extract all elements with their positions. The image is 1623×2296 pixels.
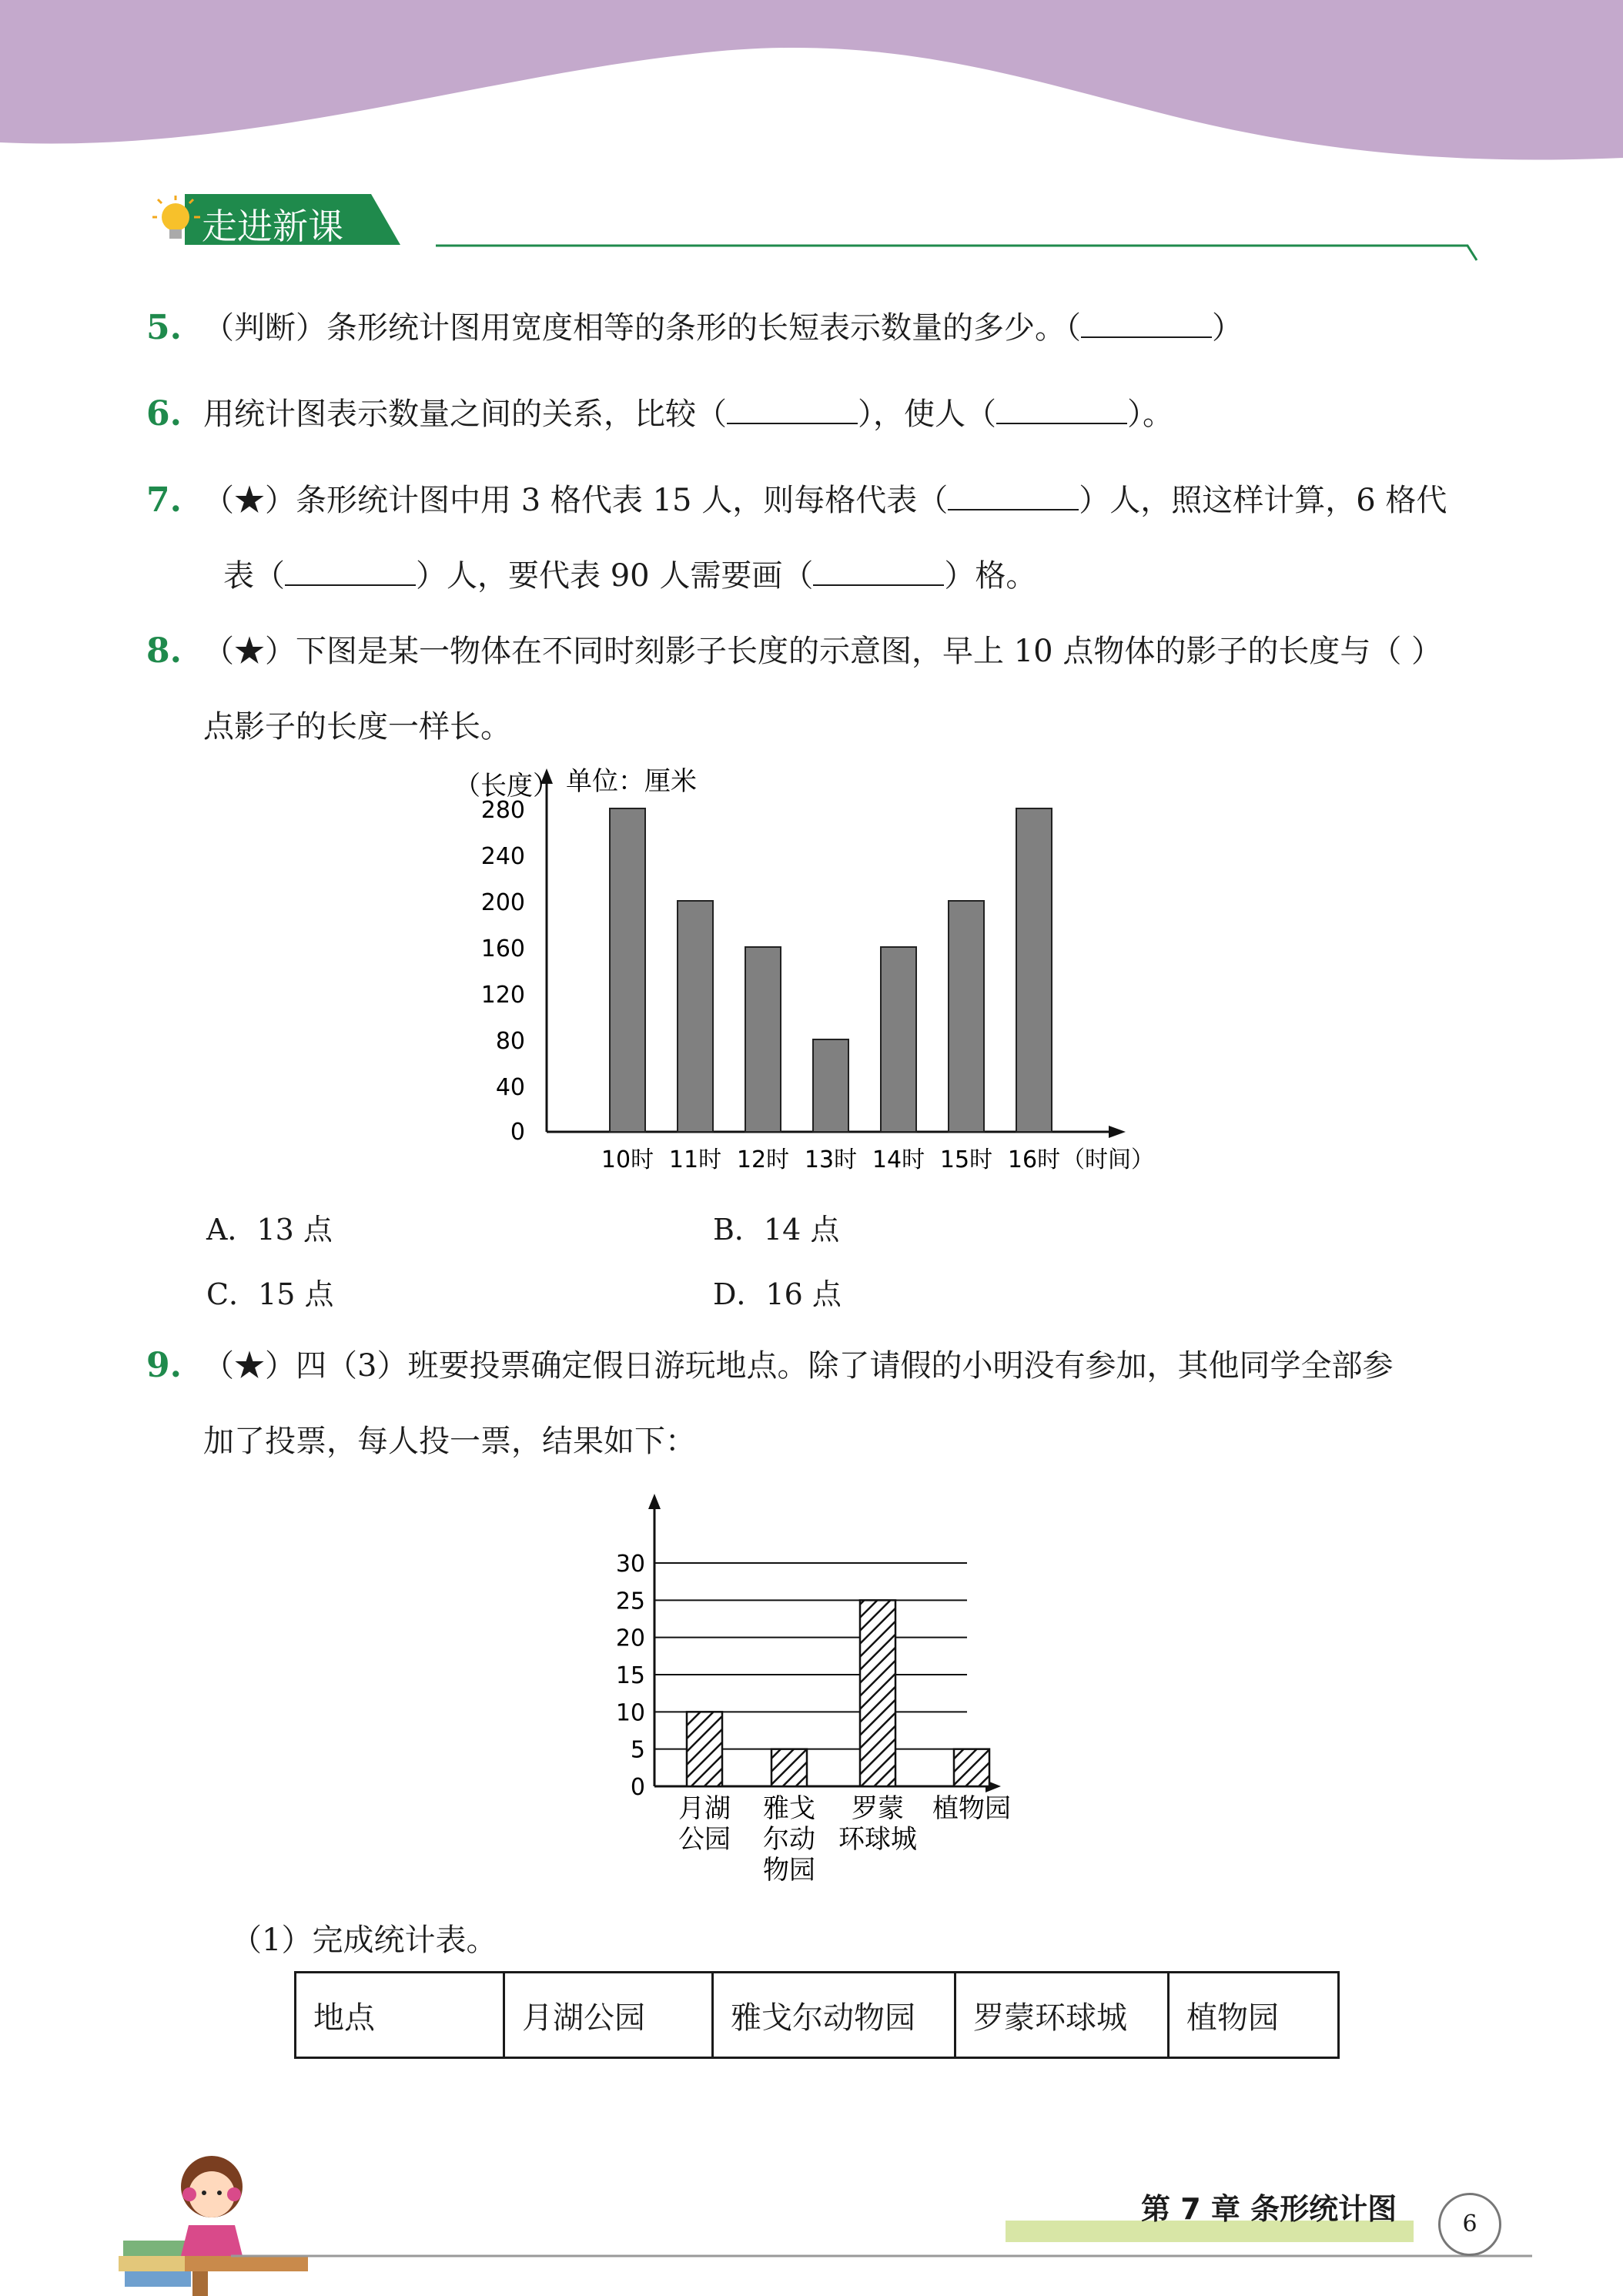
q8-option-d[interactable]: D．16 点 (713, 1277, 842, 1311)
bar (813, 1039, 848, 1132)
q8-option-c[interactable]: C．15 点 (206, 1277, 334, 1311)
bar (678, 901, 713, 1132)
q6-answer-blank-2[interactable] (996, 395, 1127, 424)
y-tick-label: 0 (630, 1774, 645, 1801)
table-cell: 植物园 (1169, 1973, 1339, 2058)
q5-tag: （判断） (203, 310, 326, 346)
table-cell: 罗蒙环球城 (955, 1973, 1169, 2058)
unit-label: 单位：厘米 (566, 766, 697, 797)
y-tick-label: 120 (480, 982, 525, 1009)
q7-stem-b: ）人，照这样计算，6 格代 (1079, 483, 1447, 518)
q9-number: 9. (146, 1346, 182, 1385)
y-tick-label: 5 (630, 1736, 645, 1764)
y-tick-label: 10 (615, 1699, 645, 1727)
q7-answer-blank-2[interactable] (285, 557, 416, 586)
q7-number: 7. (146, 480, 182, 520)
y-tick-label: 240 (480, 843, 525, 870)
q8-option-a[interactable]: A．13 点 (206, 1213, 333, 1247)
q8-line2: 点影子的长度一样长。 (203, 709, 511, 745)
x-tick-label: 公园 (678, 1824, 731, 1855)
x-tick-label: 罗蒙 (852, 1793, 904, 1824)
table-cell: 地点 (296, 1973, 504, 2058)
shadow-length-chart (431, 762, 1186, 1178)
q6-text (203, 393, 1173, 436)
q6-stem-c: ）。 (1127, 397, 1173, 432)
q5-text (203, 306, 1243, 350)
chapter-title: 第 7 章 条形统计图 (1141, 2192, 1397, 2226)
x-tick-label: 14时 (872, 1146, 925, 1173)
bar (949, 901, 984, 1132)
table-cell: 月湖公园 (504, 1973, 713, 2058)
y-tick-label: 15 (615, 1662, 645, 1689)
q6-stem-a: 用统计图表示数量之间的关系，比较（ (203, 397, 727, 432)
q7-line1 (203, 479, 1447, 522)
y-tick-label: 160 (480, 935, 525, 962)
x-tick-label: 16时 (1007, 1146, 1061, 1173)
q6-number: 6. (146, 394, 182, 433)
y-tick-label: 80 (495, 1028, 525, 1055)
q6-stem-b: ），使人（ (858, 397, 996, 432)
q8-option-b[interactable]: B．14 点 (713, 1213, 840, 1247)
y-tick-label: 25 (615, 1588, 645, 1615)
bar (745, 947, 781, 1132)
q6-answer-blank-1[interactable] (727, 395, 858, 424)
x-tick-label: 15时 (939, 1146, 993, 1173)
section-rule (436, 240, 1483, 263)
q5-number: 5. (146, 308, 182, 347)
x-axis-arrow (1109, 1126, 1126, 1138)
lightbulb-icon (151, 194, 202, 248)
q7-line2 (223, 554, 1036, 597)
bar (687, 1712, 722, 1786)
q5-answer-blank[interactable] (1081, 309, 1212, 338)
student-illustration (108, 2125, 339, 2296)
bar (954, 1749, 989, 1786)
stat-table (294, 1971, 1340, 2059)
x-tick-label: 12时 (736, 1146, 790, 1173)
y-axis-arrow (648, 1494, 661, 1509)
x-tick-label: 11时 (668, 1146, 722, 1173)
bar (610, 808, 645, 1132)
table-cell: 雅戈尔动物园 (713, 1973, 955, 2058)
q7-stem-a: （★）条形统计图中用 3 格代表 15 人，则每格代表（ (203, 483, 949, 518)
bar (1016, 808, 1052, 1132)
bar (881, 947, 916, 1132)
page-number: 6 (1438, 2193, 1501, 2256)
y-tick-label: 40 (495, 1074, 525, 1101)
q7-answer-blank-1[interactable] (948, 481, 1079, 510)
table-row (296, 1973, 1339, 2058)
section-title: 走进新课 (202, 206, 343, 247)
y-tick-label: 30 (615, 1551, 645, 1578)
x-axis-label: （时间） (1062, 1146, 1154, 1173)
q8-number: 8. (146, 631, 182, 671)
q9-sub1: （1）完成统计表。 (231, 1923, 497, 1958)
x-tick-label: 13时 (804, 1146, 858, 1173)
q7-stem-c: 表（ (223, 558, 285, 594)
q9-line1: （★）四（3）班要投票确定假日游玩地点。除了请假的小明没有参加，其他同学全部参 (203, 1348, 1394, 1384)
x-tick-label: 植物园 (932, 1793, 1011, 1824)
q7-stem-d: ）人，要代表 90 人需要画（ (416, 558, 814, 594)
y-tick-label: 20 (615, 1625, 645, 1652)
q7-stem-e: ）格。 (944, 558, 1037, 594)
x-tick-label: 环球城 (838, 1824, 917, 1855)
x-tick-label: 物园 (763, 1855, 815, 1886)
x-tick-label: 尔动 (763, 1824, 815, 1855)
x-tick-label: 雅戈 (763, 1793, 815, 1824)
x-tick-label: 月湖 (678, 1793, 731, 1824)
y-tick-label: 0 (510, 1119, 525, 1146)
header-wave (0, 0, 1623, 185)
y-tick-label: 200 (480, 889, 525, 916)
bar (771, 1749, 807, 1786)
q9-line2: 加了投票，每人投一票，结果如下： (203, 1424, 696, 1459)
x-tick-label: 10时 (601, 1146, 654, 1173)
q5-stem: 条形统计图用宽度相等的条形的长短表示数量的多少。（ (326, 310, 1081, 346)
y-tick-label: 280 (480, 797, 525, 824)
vote-chart (585, 1486, 1047, 1894)
y-axis-label: （长度） (454, 771, 559, 802)
q7-answer-blank-3[interactable] (813, 557, 944, 586)
bar (860, 1600, 895, 1786)
q8-line1: （★）下图是某一物体在不同时刻影子长度的示意图，早上 10 点物体的影子的长度与（ ） (203, 634, 1443, 669)
q5-end: ） (1212, 310, 1243, 346)
